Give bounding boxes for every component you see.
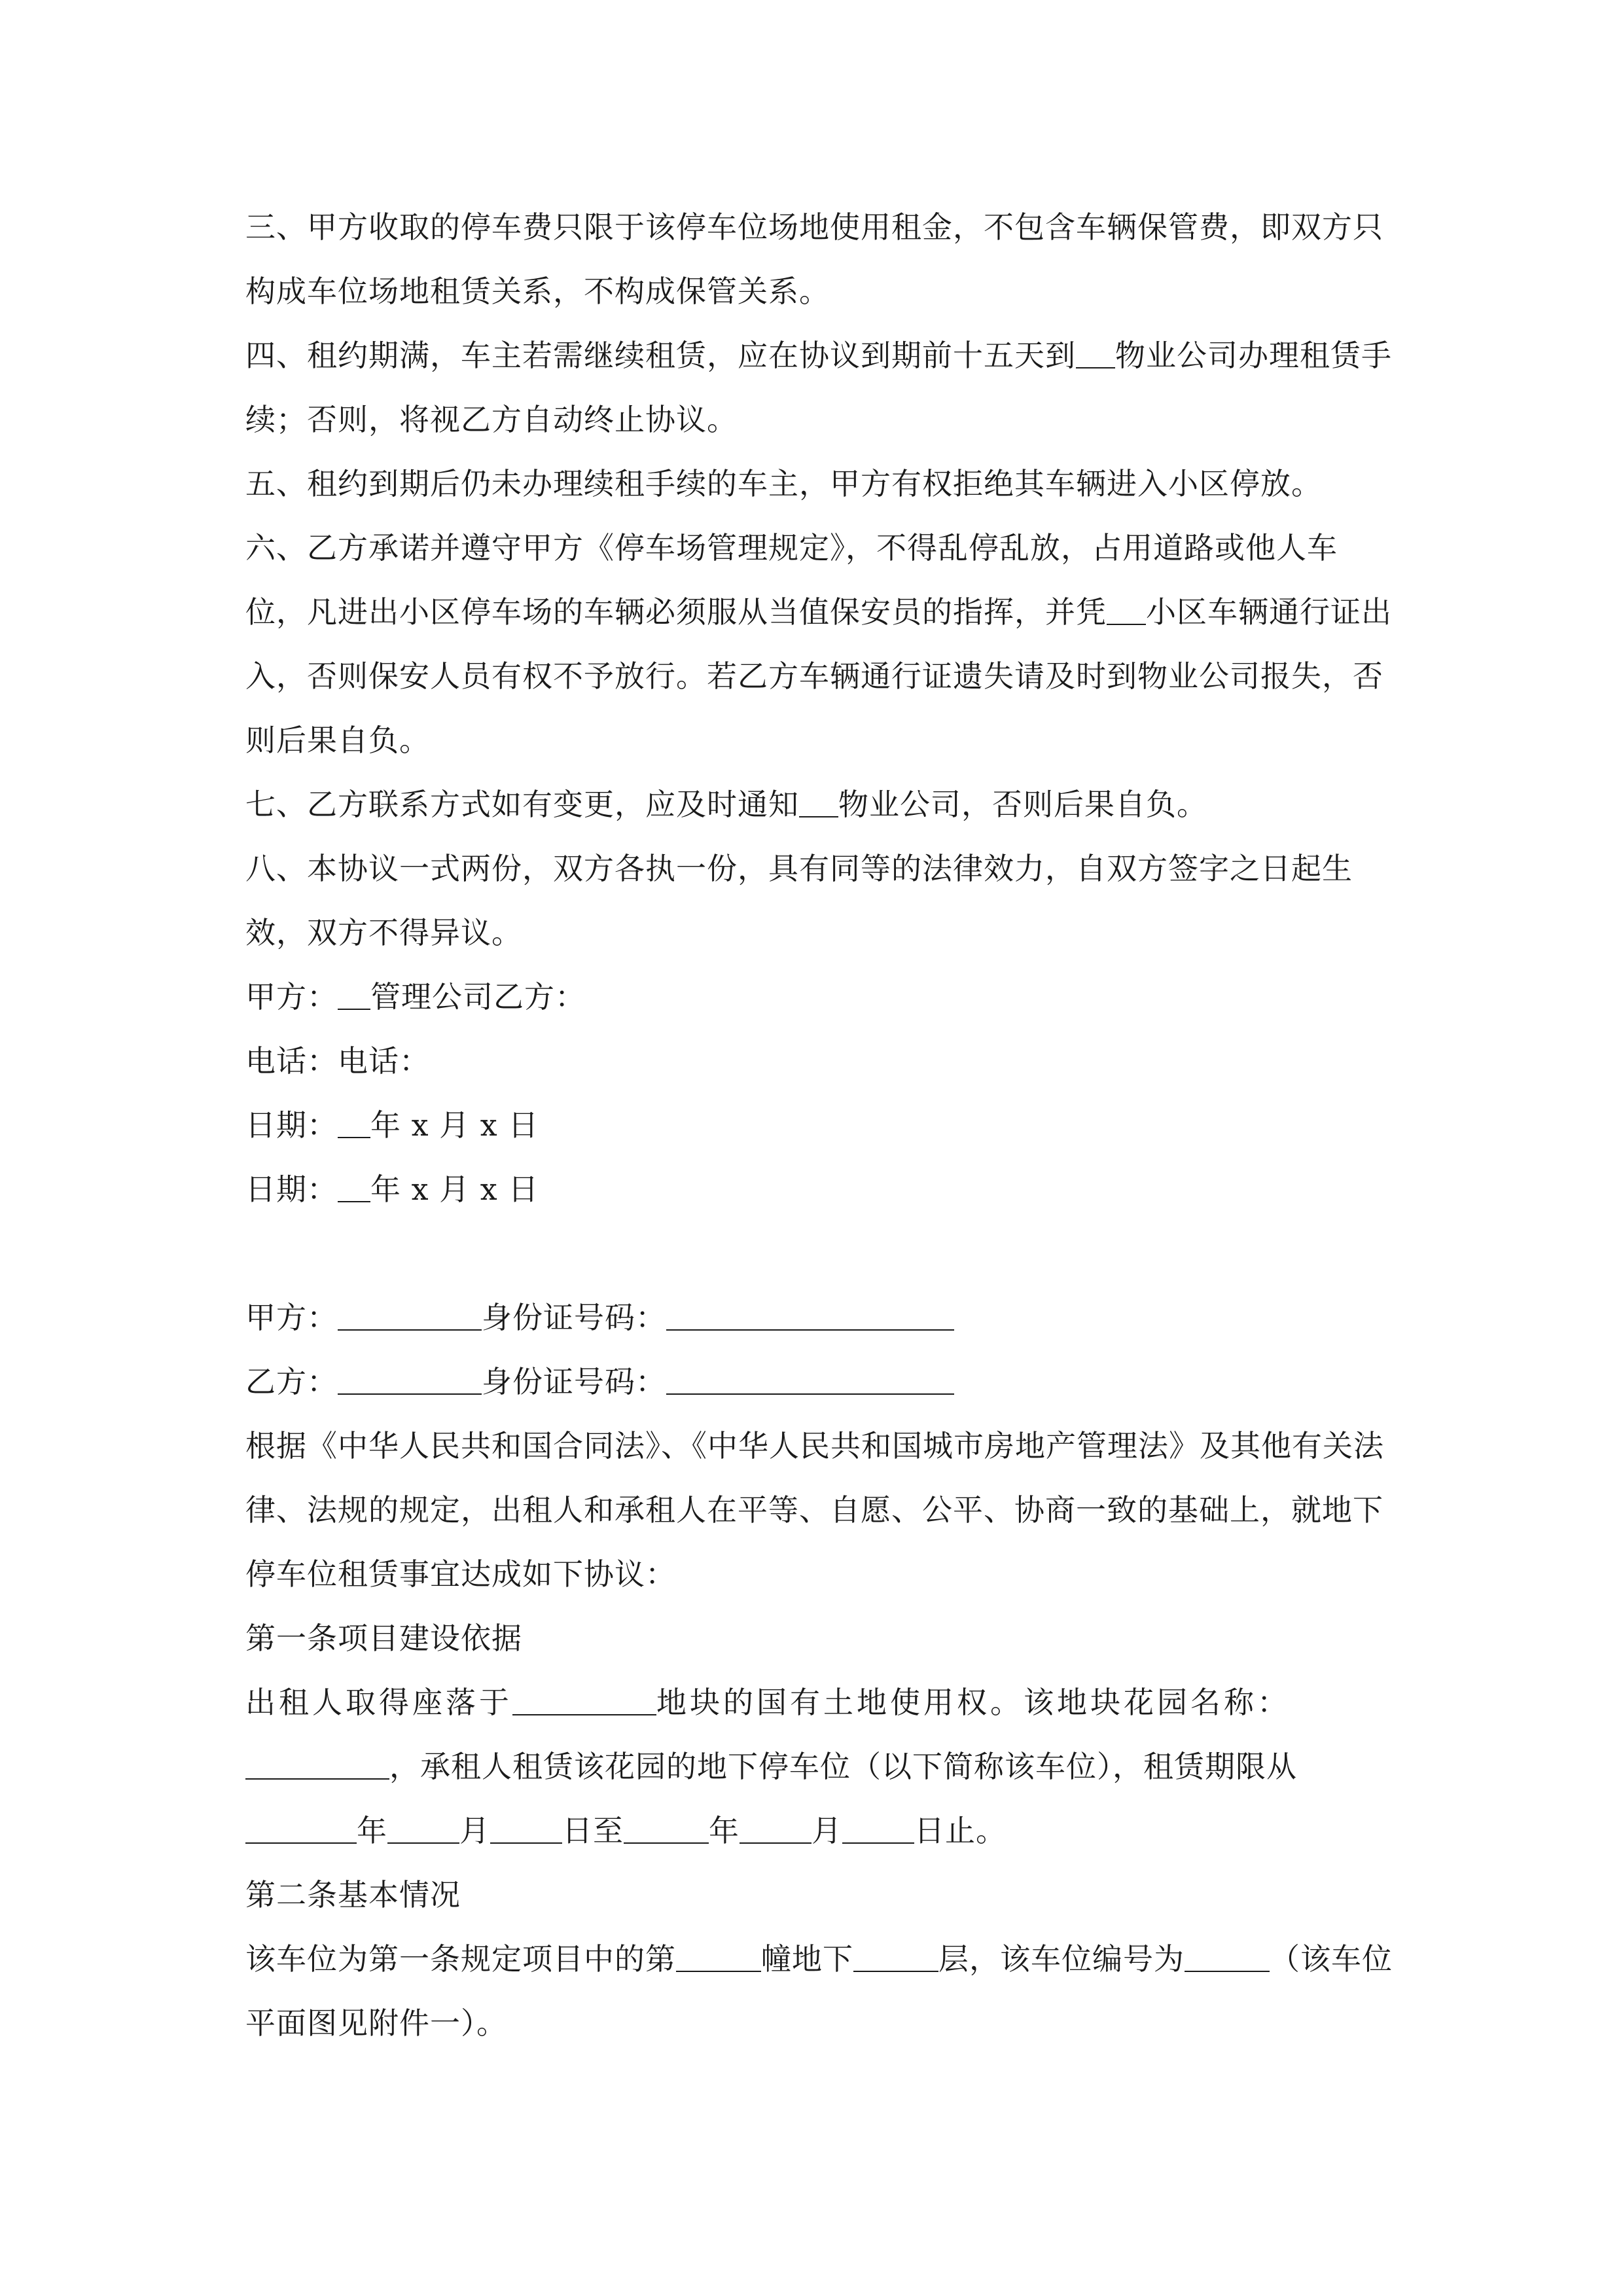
clause-3-text: 三、甲方收取的停车费只限于该停车位场地使用租金，不包含车辆保管费，即双方只构成车位场地租赁关系，不构成保管关系。 (245, 209, 1383, 309)
date-value: 年 x 月 x 日 (370, 1172, 539, 1207)
clause-4-text-b: 物业公司办理租赁手续；否则，将视乙方自动终止协议。 (245, 338, 1392, 437)
article-2-body (245, 1927, 1397, 2055)
clause-7-text-b: 物业公司，否则后果自负。 (838, 787, 1207, 822)
id-number-label: 身份证号码： (482, 1364, 666, 1399)
day-end-text: 日止。 (914, 1813, 1007, 1848)
article-1-lease (245, 1734, 1397, 1799)
party-b-id-blank (666, 1367, 954, 1395)
company-name-blank (338, 982, 370, 1010)
clause-6-text-b: 小区车辆通行证出入，否则保安人员有权不予放行。若乙方车辆通行证遗失请及时到物业公司报失，否则后果自负。 (245, 594, 1392, 758)
party-a-label: 甲方： (245, 979, 338, 1014)
party-b-label: 乙方： (245, 1364, 338, 1399)
party-a-name-blank (338, 1303, 482, 1331)
phone-labels: 电话：电话： (245, 1043, 430, 1079)
article-1-title-text: 第一条项目建设依据 (245, 1621, 522, 1656)
section-spacer (245, 1221, 1397, 1285)
clause-7-text-a: 七、乙方联系方式如有变更，应及时通知 (245, 787, 799, 822)
end-month-blank (740, 1816, 812, 1844)
clause-3 (245, 195, 1397, 323)
day-to-text: 日至 (562, 1813, 624, 1848)
end-year-blank (624, 1816, 709, 1844)
party-b-id-line (245, 1350, 1397, 1414)
article-1-text-c: ，承租人租赁该花园的地下停车位（以下简称该车位），租赁期限从 (389, 1749, 1297, 1784)
clause-5 (245, 452, 1397, 516)
clause-4-text-a: 四、租约期满，车主若需继续租赁，应在协议到期前十五天到 (245, 338, 1076, 373)
clause-8-text: 八、本协议一式两份，双方各执一份，具有同等的法律效力，自双方签字之日起生效，双方不得异议。 (245, 851, 1353, 950)
article-1-text-b: 地块的国有土地使用权。该地块花园名称： (656, 1685, 1291, 1720)
community-name-blank (1107, 598, 1146, 625)
article-1-location (245, 1670, 1397, 1734)
space-number-blank (1185, 1945, 1270, 1972)
company-name-blank (1076, 341, 1115, 368)
clause-7 (245, 772, 1397, 836)
company-name-blank (799, 790, 838, 817)
month-char: 月 (812, 1813, 842, 1848)
party-a-id-line (245, 1285, 1397, 1350)
lease-period-line (245, 1799, 1397, 1863)
party-a-company-text: 管理公司乙方： (370, 979, 586, 1014)
building-number-blank (676, 1945, 761, 1972)
clause-6-text-a: 六、乙方承诺并遵守甲方《停车场管理规定》，不得乱停乱放，占用道路或他人车位，凡进出小区停车场的车辆必须服从当值保安员的指挥，并凭 (245, 530, 1338, 630)
preamble (245, 1414, 1397, 1606)
year-char: 年 (357, 1813, 387, 1848)
id-number-label: 身份证号码： (482, 1300, 666, 1335)
article-2-title (245, 1863, 1397, 1927)
date-line-1 (245, 1093, 1397, 1157)
date-line-2 (245, 1157, 1397, 1221)
date-value: 年 x 月 x 日 (370, 1107, 539, 1143)
party-b-name-blank (338, 1367, 482, 1395)
end-day-blank (842, 1816, 914, 1844)
land-location-blank (512, 1688, 656, 1715)
document-body (245, 195, 1397, 2055)
party-a-id-blank (666, 1303, 954, 1331)
clause-5-text: 五、租约到期后仍未办理续租手续的车主，甲方有权拒绝其车辆进入小区停放。 (245, 466, 1322, 501)
month-char: 月 (459, 1813, 490, 1848)
date-label: 日期： (245, 1107, 338, 1143)
clause-6 (245, 516, 1397, 772)
article-2-text-a: 该车位为第一条规定项目中的第 (245, 1941, 676, 1977)
clause-4 (245, 323, 1397, 452)
start-month-blank (387, 1816, 459, 1844)
party-a-label: 甲方： (245, 1300, 338, 1335)
signature-parties-line (245, 965, 1397, 1029)
article-2-title-text: 第二条基本情况 (245, 1877, 461, 1912)
start-day-blank (490, 1816, 562, 1844)
article-2-text-d: （该车位平面图见附件一）。 (245, 1941, 1393, 2041)
year-blank (338, 1111, 370, 1138)
year-blank (338, 1175, 370, 1202)
article-1-text-a: 出租人取得座落于 (245, 1685, 512, 1720)
start-year-blank (245, 1816, 357, 1844)
garden-name-blank (245, 1752, 389, 1780)
article-1-title (245, 1606, 1397, 1670)
date-label: 日期： (245, 1172, 338, 1207)
floor-number-blank (853, 1945, 938, 1972)
article-2-text-c: 层，该车位编号为 (938, 1941, 1185, 1977)
phone-line (245, 1029, 1397, 1093)
year-char: 年 (709, 1813, 740, 1848)
clause-8 (245, 836, 1397, 965)
article-2-text-b: 幢地下 (761, 1941, 853, 1977)
preamble-text: 根据《中华人民共和国合同法》、《中华人民共和国城市房地产管理法》及其他有关法律、法规的规定，出租人和承租人在平等、自愿、公平、协商一致的基础上，就地下停车位租赁事宜达成如下协议： (245, 1428, 1384, 1592)
